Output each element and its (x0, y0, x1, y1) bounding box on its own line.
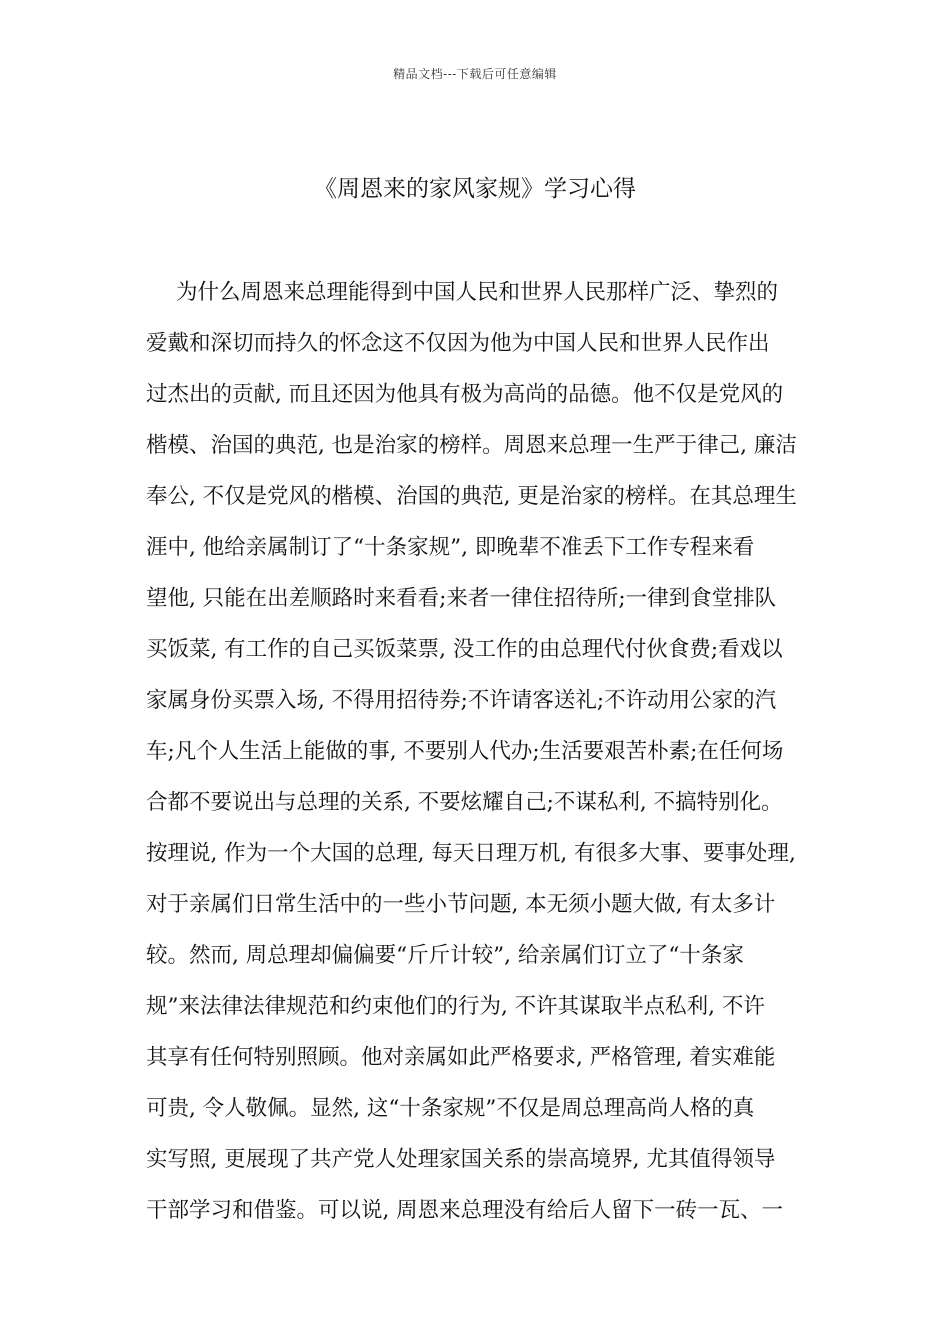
paragraph-line: 可贵, 令人敬佩。显然, 这“十条家规”不仅是周总理高尚人格的真 (146, 1096, 755, 1121)
paragraph-line: 其享有任何特别照顾。他对亲属如此严格要求, 严格管理, 着实难能 (146, 1045, 776, 1070)
paragraph-line: 家属身份买票入场, 不得用招待券;不许请客送礼;不许动用公家的汽 (146, 688, 777, 713)
document-title: 《周恩来的家风家规》学习心得 (314, 176, 636, 202)
paragraph-line: 楷模、治国的典范, 也是治家的榜样。周恩来总理一生严于律己, 廉洁 (146, 433, 797, 458)
paragraph-line: 望他, 只能在出差顺路时来看看;来者一律住招待所;一律到食堂排队 (146, 586, 777, 611)
paragraph-line: 较。然而, 周总理却偏偏要“斤斤计较”, 给亲属们订立了“十条家 (146, 943, 744, 968)
paragraph-line: 对于亲属们日常生活中的一些小节问题, 本无须小题大做, 有太多计 (146, 892, 776, 917)
paragraph-line: 规”来法律法律规范和约束他们的行为, 不许其谋取半点私利, 不许 (146, 994, 765, 1019)
paragraph-line: 干部学习和借鉴。可以说, 周恩来总理没有给后人留下一砖一瓦、一 (146, 1198, 784, 1223)
paragraph-line: 实写照, 更展现了共产党人处理家国关系的崇高境界, 尤其值得领导 (146, 1147, 776, 1172)
paragraph-line: 车;凡个人生活上能做的事, 不要别人代办;生活要艰苦朴素;在任何场 (146, 739, 784, 764)
paragraph-line: 奉公, 不仅是党风的楷模、治国的典范, 更是治家的榜样。在其总理生 (146, 484, 797, 509)
header-note: 精品文档---下载后可任意编辑 (393, 67, 557, 81)
paragraph-line: 过杰出的贡献, 而且还因为他具有极为高尚的品德。他不仅是党风的 (146, 382, 784, 407)
paragraph-line: 为什么周恩来总理能得到中国人民和世界人民那样广泛、挚烈的 (176, 280, 779, 305)
paragraph-line: 买饭菜, 有工作的自己买饭菜票, 没工作的由总理代付伙食费;看戏以 (146, 637, 783, 662)
paragraph-line: 合都不要说出与总理的关系, 不要炫耀自己;不谋私利, 不搞特别化。 (146, 790, 783, 815)
body-paragraph (146, 274, 812, 1243)
paragraph-line: 按理说, 作为一个大国的总理, 每天日理万机, 有很多大事、要事处理, (146, 841, 796, 866)
paragraph-line: 涯中, 他给亲属制订了“十条家规”, 即晚辈不准丢下工作专程来看 (146, 535, 755, 560)
paragraph-line: 爱戴和深切而持久的怀念这不仅因为他为中国人民和世界人民作出 (146, 331, 770, 356)
